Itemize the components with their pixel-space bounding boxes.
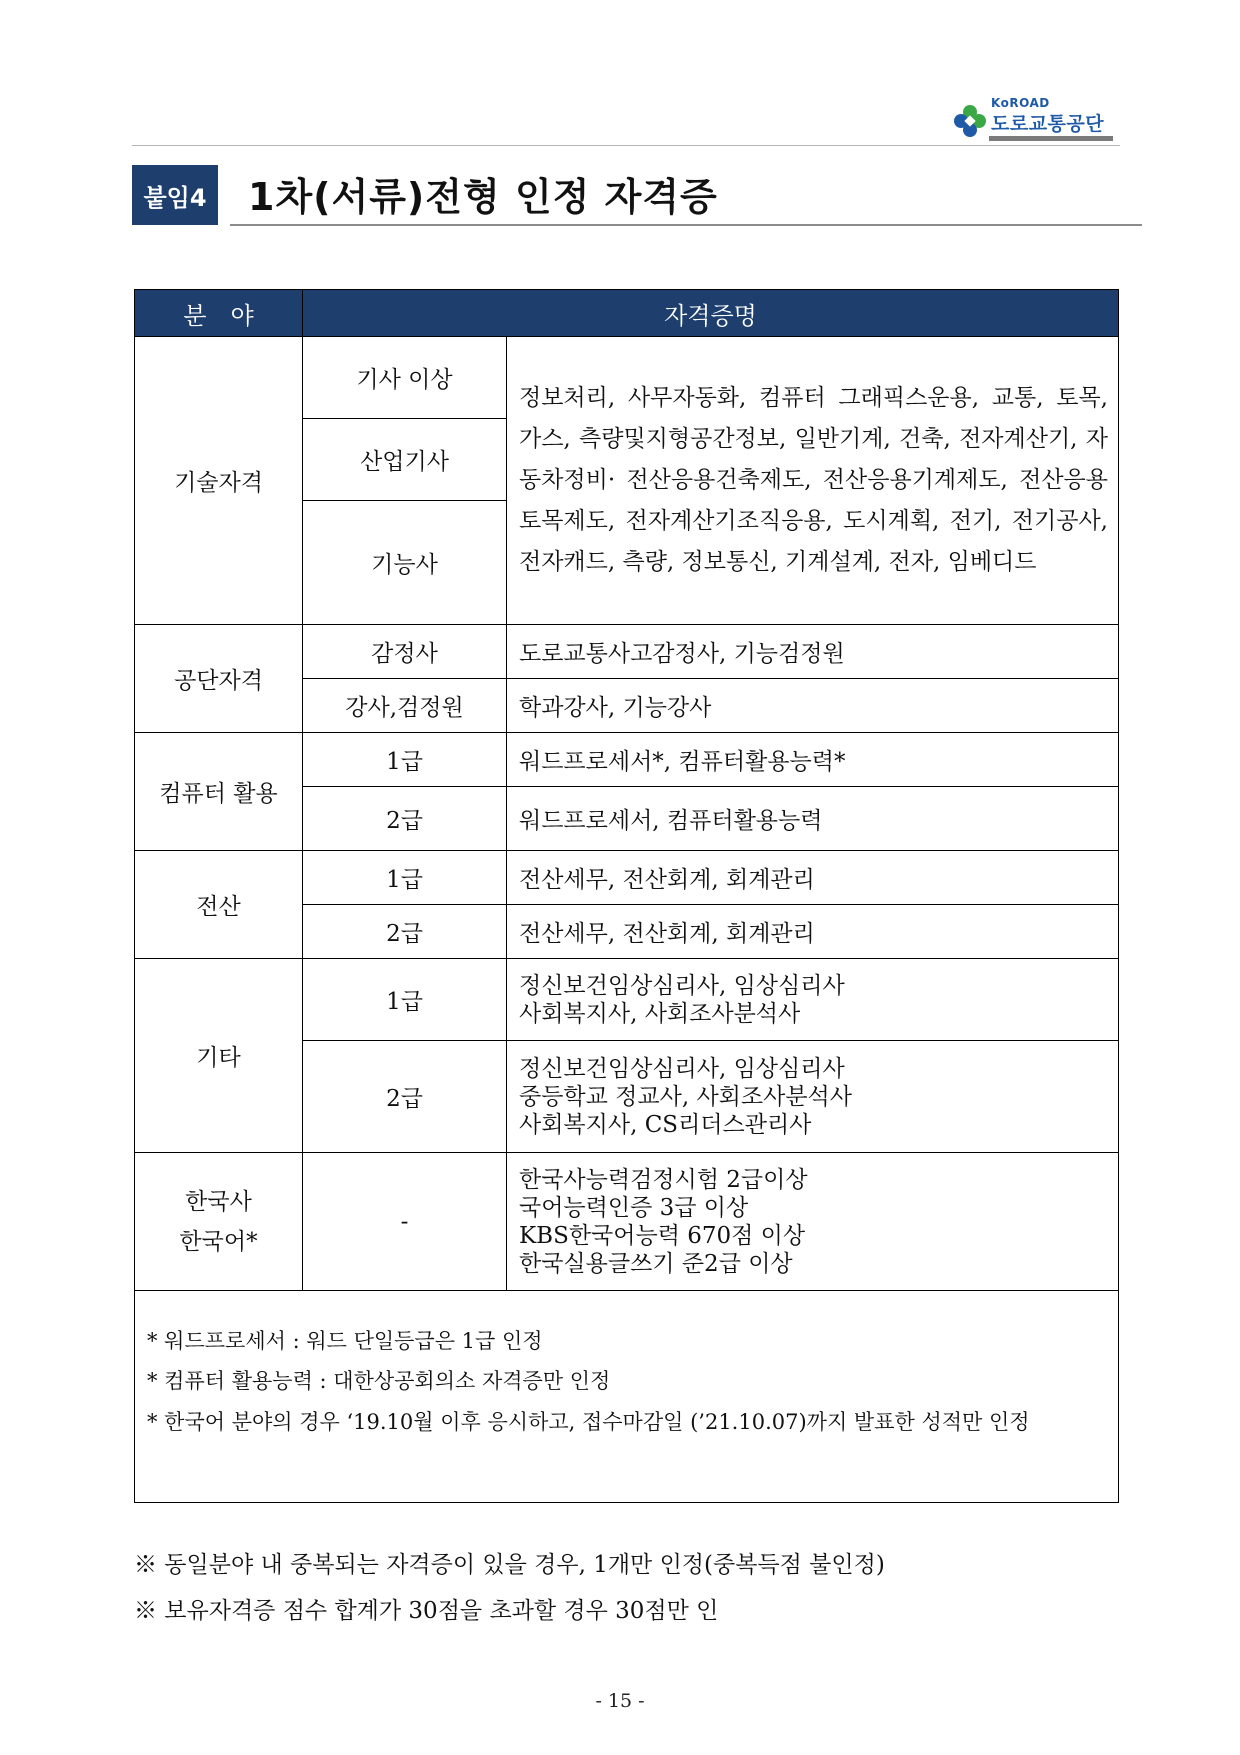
cert-cell: 워드프로세서, 컴퓨터활용능력 bbox=[507, 787, 1119, 851]
level-cell: 1급 bbox=[303, 959, 507, 1041]
note-item: * 워드프로세서 : 워드 단일등급은 1급 인정 bbox=[147, 1329, 543, 1353]
level-cell: 산업기사 bbox=[303, 419, 507, 501]
cert-line: 사회복지사, CS리더스관리사 bbox=[519, 1111, 812, 1138]
table-row bbox=[135, 337, 1119, 419]
cert-line: 국어능력인증 3급 이상 bbox=[519, 1194, 749, 1221]
cert-line: 중등학교 정교사, 사회조사분석사 bbox=[519, 1083, 852, 1110]
clover-logo-icon bbox=[953, 104, 987, 138]
logo-korean-text: 도로교통공단 bbox=[991, 113, 1105, 135]
level-cell: 강사,검정원 bbox=[303, 679, 507, 733]
cert-cell: 전산세무, 전산회계, 회계관리 bbox=[507, 905, 1119, 959]
cert-line: 정신보건임상심리사, 임상심리사 bbox=[519, 1055, 845, 1082]
logo-english-text: KoROAD bbox=[991, 96, 1050, 110]
table-row bbox=[135, 851, 1119, 905]
cert-cell bbox=[507, 959, 1119, 1041]
header-field: 분 야 bbox=[135, 290, 303, 337]
header-cert-name: 자격증명 bbox=[303, 290, 1119, 337]
remark-score-cap: ※ 보유자격증 점수 합계가 30점을 초과할 경우 30점만 인 bbox=[134, 1598, 719, 1624]
table-row bbox=[135, 733, 1119, 787]
notes-row bbox=[135, 1291, 1119, 1503]
level-cell: 2급 bbox=[303, 787, 507, 851]
logo-underline bbox=[989, 136, 1113, 141]
level-cell: 기능사 bbox=[303, 501, 507, 625]
cert-line: 한국실용글쓰기 준2급 이상 bbox=[519, 1250, 793, 1277]
header-divider bbox=[132, 145, 1120, 146]
attachment-tag: 붙임4 bbox=[132, 165, 218, 225]
cert-cell: 정보처리, 사무자동화, 컴퓨터 그래픽스운용, 교통, 토목, 가스, 측량및지형공간정보, 일반기계, 건축, 전자계산기, 자동차정비· 전산응용건축제도, 전산응용기계제도, 전산응용토목제도, 전자계산기조직응용, 도시계획, 전기, 전기공사, 전자캐드, 측량, 정보통신, 기계설계, 전자, 임베디드 bbox=[507, 337, 1119, 625]
level-cell: 기사 이상 bbox=[303, 337, 507, 419]
title-divider bbox=[230, 224, 1142, 226]
field-cell: 기타 bbox=[135, 959, 303, 1153]
level-cell: 감정사 bbox=[303, 625, 507, 679]
cert-cell: 학과강사, 기능강사 bbox=[507, 679, 1119, 733]
field-cell bbox=[135, 1153, 303, 1291]
page-title: 1차(서류)전형 인정 자격증 bbox=[248, 175, 718, 219]
koroad-logo bbox=[953, 96, 1113, 142]
field-cell: 컴퓨터 활용 bbox=[135, 733, 303, 851]
cert-cell bbox=[507, 1153, 1119, 1291]
field-cell: 공단자격 bbox=[135, 625, 303, 733]
table-row bbox=[135, 959, 1119, 1041]
field-line: 한국어* bbox=[179, 1228, 258, 1255]
notes-cell bbox=[135, 1291, 1119, 1503]
table-row bbox=[135, 1153, 1119, 1291]
table-row bbox=[135, 625, 1119, 679]
level-cell: 1급 bbox=[303, 851, 507, 905]
field-cell: 기술자격 bbox=[135, 337, 303, 625]
note-item: * 한국어 분야의 경우 ‘19.10월 이후 응시하고, 접수마감일 (’21.10.07)까지 발표한 성적만 인정 bbox=[147, 1410, 1030, 1434]
level-cell: - bbox=[303, 1153, 507, 1291]
cert-cell: 전산세무, 전산회계, 회계관리 bbox=[507, 851, 1119, 905]
field-cell: 전산 bbox=[135, 851, 303, 959]
cert-line: 정신보건임상심리사, 임상심리사 bbox=[519, 972, 845, 999]
cert-cell: 워드프로세서*, 컴퓨터활용능력* bbox=[507, 733, 1119, 787]
level-cell: 2급 bbox=[303, 1041, 507, 1153]
cert-cell bbox=[507, 1041, 1119, 1153]
cert-line: 한국사능력검정시험 2급이상 bbox=[519, 1166, 808, 1193]
table-header-row bbox=[135, 290, 1119, 337]
level-cell: 2급 bbox=[303, 905, 507, 959]
cert-line: KBS한국어능력 670점 이상 bbox=[519, 1222, 806, 1249]
field-line: 한국사 bbox=[185, 1188, 252, 1215]
level-cell: 1급 bbox=[303, 733, 507, 787]
cert-cell: 도로교통사고감정사, 기능검정원 bbox=[507, 625, 1119, 679]
remark-duplicate: ※ 동일분야 내 중복되는 자격증이 있을 경우, 1개만 인정(중복득점 불인정) bbox=[134, 1552, 885, 1578]
certificate-table bbox=[134, 289, 1119, 1503]
note-item: * 컴퓨터 활용능력 : 대한상공회의소 자격증만 인정 bbox=[147, 1369, 611, 1393]
page-number: - 15 - bbox=[595, 1690, 645, 1712]
cert-line: 사회복지사, 사회조사분석사 bbox=[519, 1000, 801, 1027]
